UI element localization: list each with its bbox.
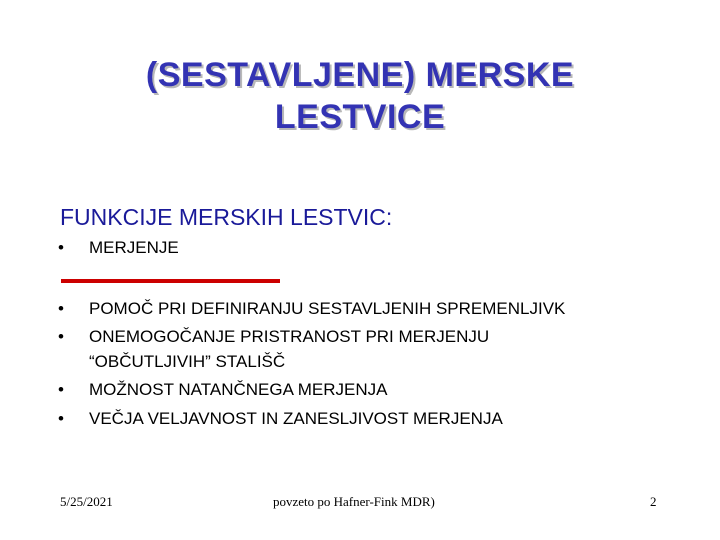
bullet-text: VEČJA VELJAVNOST IN ZANESLJIVOST MERJENJA [89,409,503,428]
bullet-text: ONEMOGOČANJE PRISTRANOST PRI MERJENJU [89,327,490,346]
bullet-icon: • [58,238,64,257]
slide-title-line-2: LESTVICE [274,98,446,136]
bullet-text: POMOČ PRI DEFINIRANJU SESTAVLJENIH SPREMENLJIVK [89,299,566,318]
bullet-icon: • [58,299,64,318]
bullet-continuation-text: “OBČUTLJIVIH” STALIŠČ [89,352,286,371]
bullet-icon: • [58,380,64,399]
red-divider-bar [61,279,280,283]
footer-page-number: 2 [650,494,657,509]
section-heading: FUNKCIJE MERSKIH LESTVIC: [60,204,393,230]
slide-title [40,54,680,138]
bullet-icon: • [58,409,64,428]
bullet-icon: • [58,327,64,346]
slide-title-line-1: (SESTAVLJENE) MERSKE [145,56,575,94]
bullet-text: MERJENJE [89,238,179,257]
footer-date: 5/25/2021 [60,494,113,509]
bullet-text: MOŽNOST NATANČNEGA MERJENJA [89,380,388,399]
footer-source: povzeto po Hafner-Fink MDR) [273,494,435,509]
